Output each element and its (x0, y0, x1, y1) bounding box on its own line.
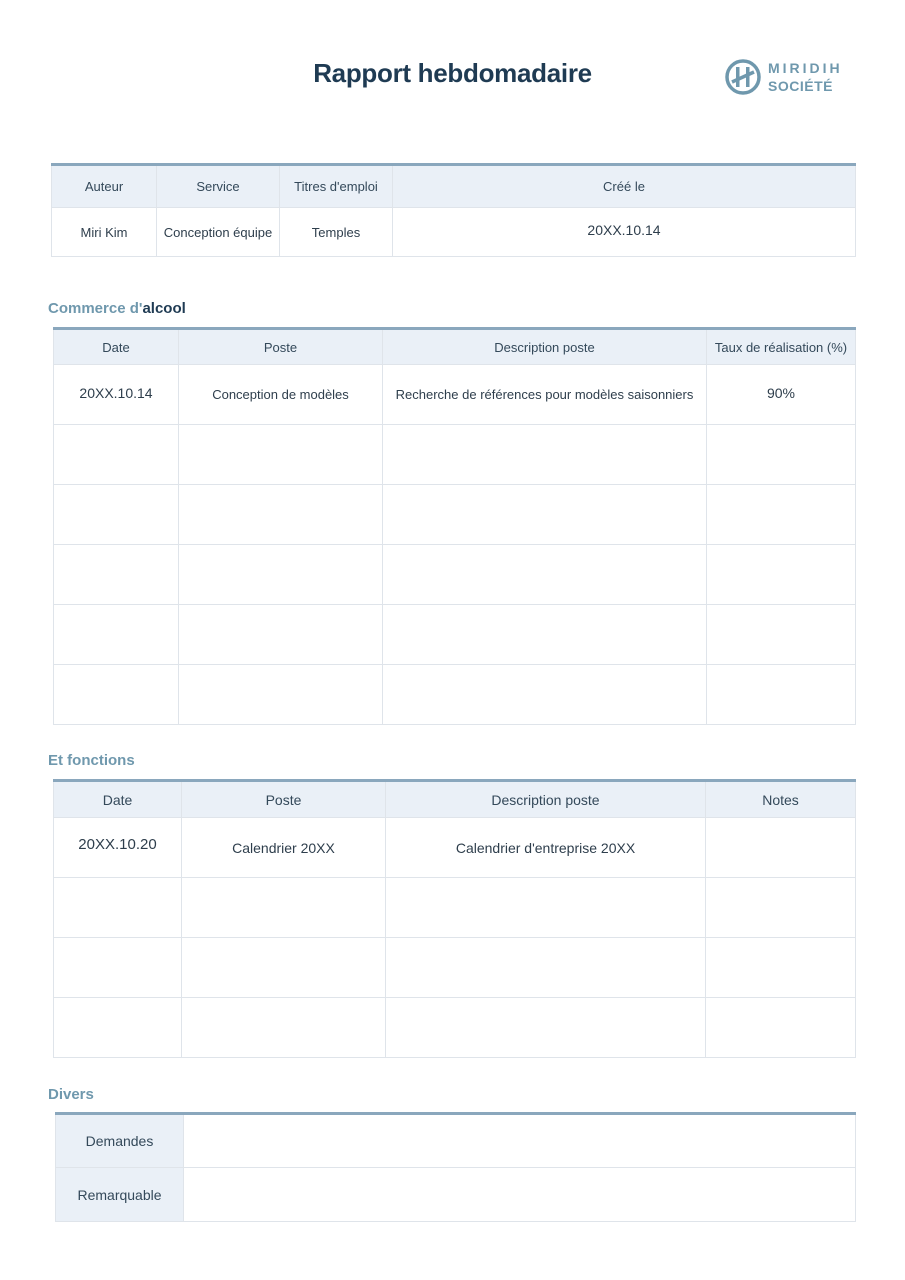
cell-post (179, 605, 383, 665)
alcohol-table (53, 327, 856, 725)
alcohol-header-post: Poste (179, 329, 383, 365)
cell-description (383, 425, 707, 485)
section-title-alcohol-part2: alcool (142, 300, 186, 317)
misc-value-remarkable (184, 1168, 856, 1222)
info-header-job-title: Titres d'emploi (280, 165, 393, 208)
cell-description (386, 878, 706, 938)
table-row (56, 1168, 856, 1222)
page-title: Rapport hebdomadaire (313, 58, 592, 88)
cell-description: Recherche de références pour modèles saisonniers (383, 365, 707, 425)
cell-post (182, 878, 386, 938)
misc-value-requests (184, 1114, 856, 1168)
cell-date (54, 425, 179, 485)
cell-description (383, 605, 707, 665)
logo-text-line1: MIRIDIH (768, 60, 843, 76)
cell-rate (707, 485, 856, 545)
table-row (54, 365, 856, 425)
info-author: Miri Kim (52, 208, 157, 257)
cell-post (179, 545, 383, 605)
cell-post: Conception de modèles (179, 365, 383, 425)
info-table (51, 163, 856, 257)
table-row (54, 425, 856, 485)
alcohol-header-rate: Taux de réalisation (%) (707, 329, 856, 365)
cell-rate (707, 665, 856, 725)
cell-notes (706, 878, 856, 938)
cell-rate (707, 425, 856, 485)
cell-post: Calendrier 20XX (182, 818, 386, 878)
section-title-misc: Divers (48, 1086, 94, 1103)
info-header-created: Créé le (393, 165, 856, 208)
cell-description (383, 665, 707, 725)
table-row (54, 545, 856, 605)
cell-notes (706, 938, 856, 998)
table-row (54, 818, 856, 878)
functions-header-row (54, 781, 856, 818)
cell-date (54, 485, 179, 545)
table-row (54, 665, 856, 725)
functions-header-date: Date (54, 781, 182, 818)
cell-description (383, 485, 707, 545)
cell-rate (707, 545, 856, 605)
table-row (54, 605, 856, 665)
cell-rate (707, 605, 856, 665)
company-logo (724, 57, 854, 97)
cell-date (54, 878, 182, 938)
cell-notes (706, 818, 856, 878)
alcohol-header-date: Date (54, 329, 179, 365)
cell-date: 20XX.10.14 (54, 365, 179, 425)
cell-date (54, 938, 182, 998)
cell-post (182, 998, 386, 1058)
cell-notes (706, 998, 856, 1058)
section-title-alcohol-part1: Commerce d' (48, 300, 143, 317)
cell-date: 20XX.10.20 (54, 818, 182, 878)
cell-post (182, 938, 386, 998)
info-header-author: Auteur (52, 165, 157, 208)
table-row (54, 878, 856, 938)
cell-rate: 90% (707, 365, 856, 425)
cell-date (54, 998, 182, 1058)
cell-description (386, 998, 706, 1058)
info-service: Conception équipe (157, 208, 280, 257)
functions-table (53, 779, 856, 1058)
logo-text-line2: SOCIÉTÉ (768, 78, 833, 94)
alcohol-header-row (54, 329, 856, 365)
section-title-alcohol (48, 300, 186, 317)
cell-date (54, 605, 179, 665)
misc-table (55, 1112, 856, 1222)
misc-label-remarkable: Remarquable (56, 1168, 184, 1222)
cell-date (54, 665, 179, 725)
info-header-service: Service (157, 165, 280, 208)
info-header-row (52, 165, 856, 208)
logo-icon (724, 58, 762, 96)
cell-post (179, 425, 383, 485)
section-title-functions: Et fonctions (48, 752, 135, 769)
info-value-row (52, 208, 856, 257)
functions-header-notes: Notes (706, 781, 856, 818)
table-row (54, 998, 856, 1058)
misc-label-requests: Demandes (56, 1114, 184, 1168)
cell-description (383, 545, 707, 605)
cell-description (386, 938, 706, 998)
cell-post (179, 665, 383, 725)
table-row (54, 485, 856, 545)
info-created-date: 20XX.10.14 (393, 208, 856, 257)
alcohol-header-description: Description poste (383, 329, 707, 365)
functions-header-post: Poste (182, 781, 386, 818)
table-row (54, 938, 856, 998)
cell-post (179, 485, 383, 545)
cell-description: Calendrier d'entreprise 20XX (386, 818, 706, 878)
table-row (56, 1114, 856, 1168)
info-job-title: Temples (280, 208, 393, 257)
functions-header-description: Description poste (386, 781, 706, 818)
cell-date (54, 545, 179, 605)
